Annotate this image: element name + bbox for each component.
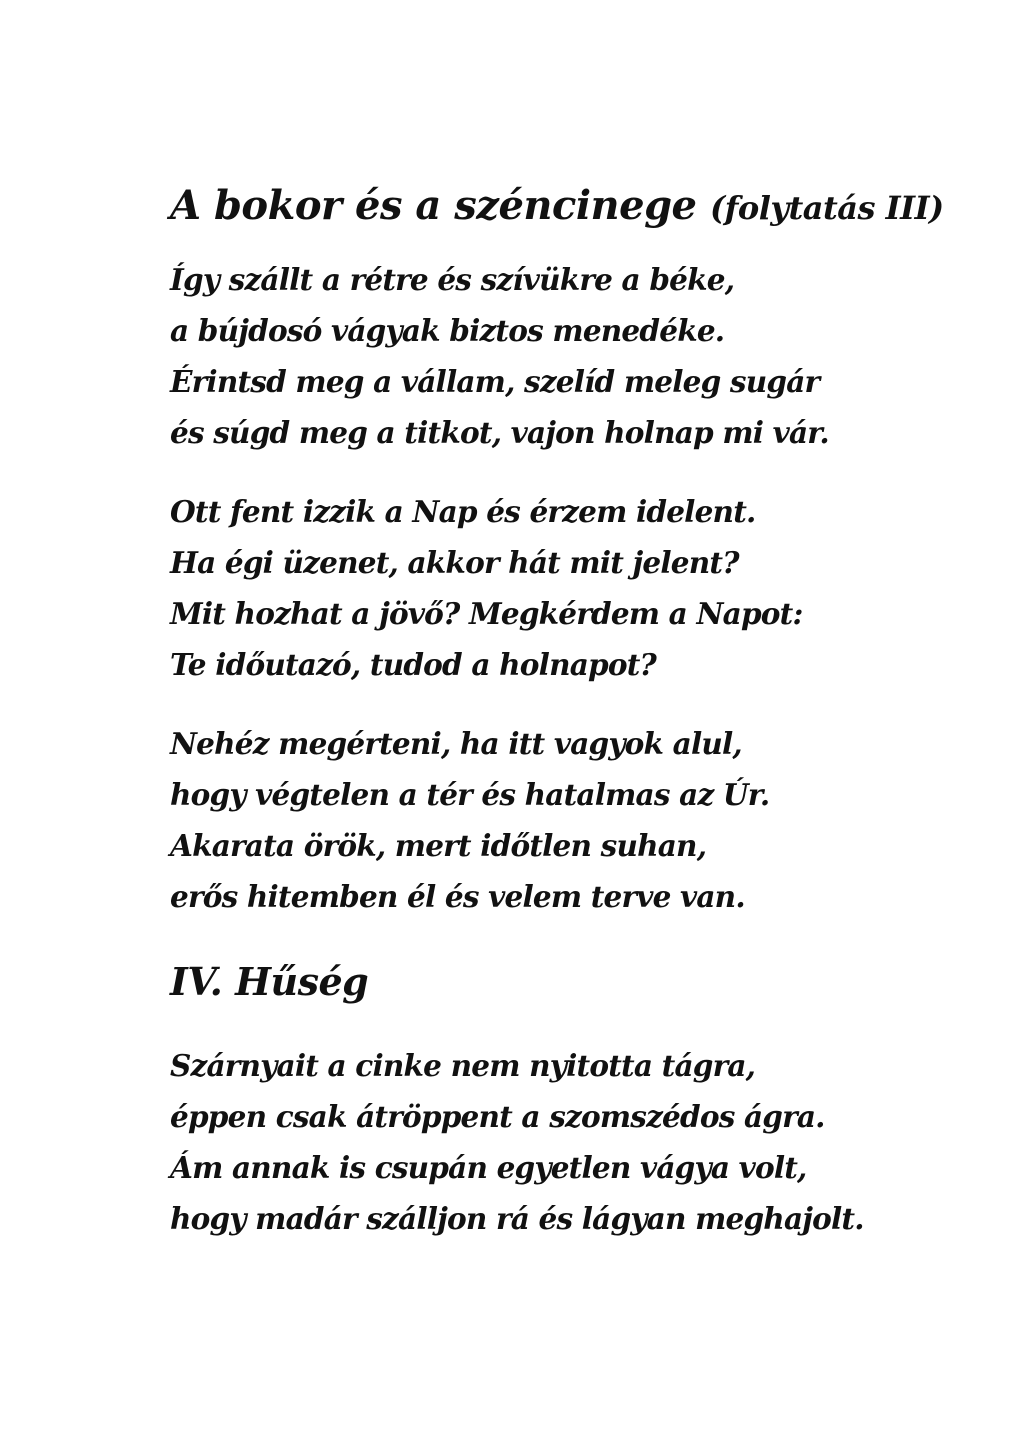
poem-line: hogy végtelen a tér és hatalmas az Úr. bbox=[170, 777, 770, 812]
poem-line: erős hitemben él és velem terve van. bbox=[170, 879, 745, 914]
poem-line: a bújdosó vágyak biztos menedéke. bbox=[170, 313, 725, 348]
poem-line: Így szállt a rétre és szívükre a béke, bbox=[170, 262, 735, 297]
poem-line: Mit hozhat a jövő? Megkérdem a Napot: bbox=[170, 596, 803, 631]
stanza-3 bbox=[170, 718, 970, 922]
poem-page bbox=[170, 178, 970, 1244]
poem-line: Te időutazó, tudod a holnapot? bbox=[170, 647, 657, 682]
poem-line: Ha égi üzenet, akkor hát mit jelent? bbox=[170, 545, 739, 580]
section-heading: IV. Hűség bbox=[170, 959, 369, 1004]
stanza-2 bbox=[170, 486, 970, 690]
poem-line: Akarata örök, mert időtlen suhan, bbox=[170, 828, 707, 863]
stanza-1 bbox=[170, 254, 970, 458]
poem-title bbox=[170, 178, 970, 236]
poem-title-text: A bokor és a széncinege bbox=[170, 182, 697, 229]
poem-line: Nehéz megérteni, ha itt vagyok alul, bbox=[170, 726, 742, 761]
poem-line: Érintsd meg a vállam, szelíd meleg sugár bbox=[170, 364, 820, 399]
poem-title-suffix: (folytatás III) bbox=[709, 189, 944, 227]
poem-line: hogy madár szálljon rá és lágyan meghajolt. bbox=[170, 1201, 864, 1236]
poem-line: Ott fent izzik a Nap és érzem idelent. bbox=[170, 494, 756, 529]
poem-line: éppen csak átröppent a szomszédos ágra. bbox=[170, 1099, 825, 1134]
poem-line: és súgd meg a titkot, vajon holnap mi vár. bbox=[170, 415, 829, 450]
poem-line: Szárnyait a cinke nem nyitotta tágra, bbox=[170, 1048, 756, 1083]
stanza-4 bbox=[170, 1040, 970, 1244]
poem-line: Ám annak is csupán egyetlen vágya volt, bbox=[170, 1150, 807, 1185]
